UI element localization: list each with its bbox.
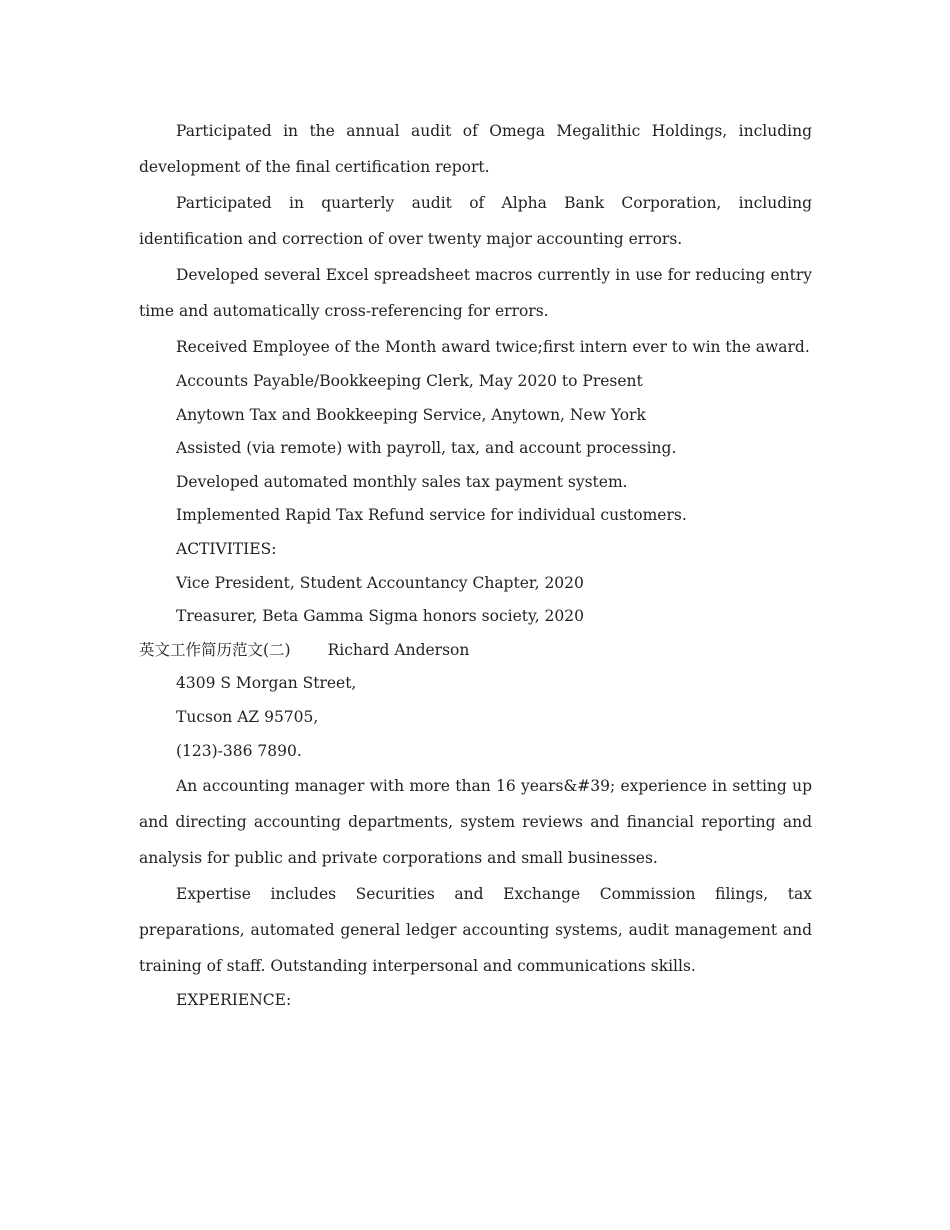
employer-line: Anytown Tax and Bookkeeping Service, Anytown, New York [176,405,646,424]
activity-vice-president: Vice President, Student Accountancy Chapter, 2020 [176,573,584,592]
duty-line-tax-refund: Implemented Rapid Tax Refund service for individual customers. [176,506,687,525]
job-title-line: Accounts Payable/Bookkeeping Clerk, May 2020 to Present [176,372,643,390]
paragraph-alpha-audit: Participated in quarterly audit of Alpha Bank Corporation, including identification and correction of over twenty major accounting errors. [139,194,812,248]
section-heading-line [139,634,812,668]
duty-line-payroll: Assisted (via remote) with payroll, tax, and account processing. [176,439,677,458]
address-city: Tucson AZ 95705, [176,707,319,726]
paragraph-summary: An accounting manager with more than 16 years&#39; experience in setting up and directing accounting departments, system reviews and financial reporting and analysis for public and private corporations and small businesses. [139,777,812,868]
paragraph-expertise: Expertise includes Securities and Exchange Commission filings, tax preparations, automated general ledger accounting systems, audit management and training of staff. Outstanding interpersonal and communications skills. [139,885,812,976]
duty-line-sales-tax: Developed automated monthly sales tax payment system. [176,472,628,491]
candidate-name: Richard Anderson [327,640,470,659]
address-street: 4309 S Morgan Street, [176,674,357,693]
address-phone: (123)-386 7890. [176,741,302,760]
section-heading: 英文工作简历范文(二) [139,640,291,659]
paragraph-omega-audit: Participated in the annual audit of Omega Megalithic Holdings, including development of the final certification report. [139,122,812,176]
paragraph-excel-macros: Developed several Excel spreadsheet macros currently in use for reducing entry time and automatically cross-referencing for errors. [139,266,812,320]
activity-treasurer: Treasurer, Beta Gamma Sigma honors society, 2020 [176,607,584,626]
resume-body [139,113,812,1018]
paragraph-employee-award: Received Employee of the Month award twice;first intern ever to win the award. [176,338,810,356]
activities-heading: ACTIVITIES: [176,539,277,558]
experience-heading: EXPERIENCE: [176,991,292,1010]
